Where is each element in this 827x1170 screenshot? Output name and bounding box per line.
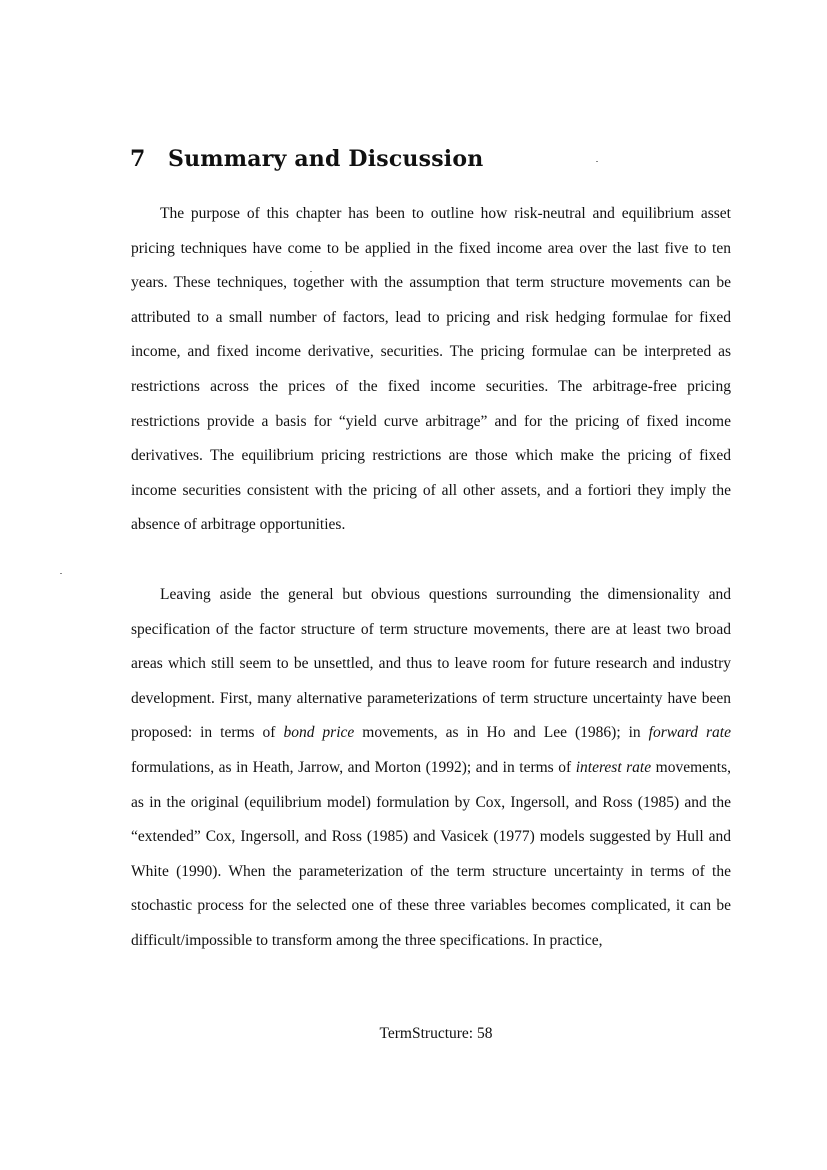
page-footer: TermStructure: 58	[379, 1025, 493, 1042]
emphasis-forward-rate: forward rate	[648, 724, 731, 742]
section-number: 7	[130, 146, 146, 172]
paragraph-text: movements, as in the original (equilibrium model) formulation by Cox, Ingersoll, and Ross (1985) and the “extended” Cox, Ingersoll, and Ross (1985) and Vasicek (1977) models suggested by Hull and White (1990). When the parameterization of the term structure uncertainty in terms of the stochastic process for the selected one of these three variables becomes complicated, it can be difficult/impossible to transform among the three specifications. In practice,	[131, 758, 731, 949]
scan-speck	[596, 161, 598, 162]
paragraph-summary: The purpose of this chapter has been to outline how risk-neutral and equilibrium asset pricing techniques have come to be applied in the fixed income area over the last five to ten years. These techniques, together with the assumption that term structure movements can be attributed to a small number of factors, lead to pricing and risk hedging formulae for fixed income, and fixed income derivative, securities. The pricing formulae can be interpreted as restrictions across the prices of the fixed income securities. The arbitrage-free pricing restrictions provide a basis for “yield curve arbitrage” and for the pricing of fixed income derivatives. The equilibrium pricing restrictions are those which make the pricing of fixed income securities consistent with the pricing of all other assets, and a fortiori they imply the absence of arbitrage opportunities.	[131, 205, 731, 534]
paragraph-text: movements, as in Ho and Lee (1986); in	[354, 724, 649, 742]
scan-speck	[310, 271, 312, 272]
section-heading	[130, 146, 483, 172]
emphasis-bond-price: bond price	[283, 724, 355, 742]
paragraph-text: Leaving aside the general but obvious questions surrounding the dimensionality and specification of the factor structure of term structure movements, there are at least two broad areas which still seem to be unsettled, and thus to leave room for future research and industry development. First, many alternative parameterizations of term structure uncertainty have been proposed: in terms of	[131, 586, 731, 742]
scan-speck	[60, 573, 62, 574]
paragraph-discussion	[131, 578, 731, 959]
paragraph-text: formulations, as in Heath, Jarrow, and Morton (1992); and in terms of	[131, 758, 576, 776]
section-title: Summary and Discussion	[168, 146, 484, 172]
emphasis-interest-rate: interest rate	[575, 758, 652, 776]
